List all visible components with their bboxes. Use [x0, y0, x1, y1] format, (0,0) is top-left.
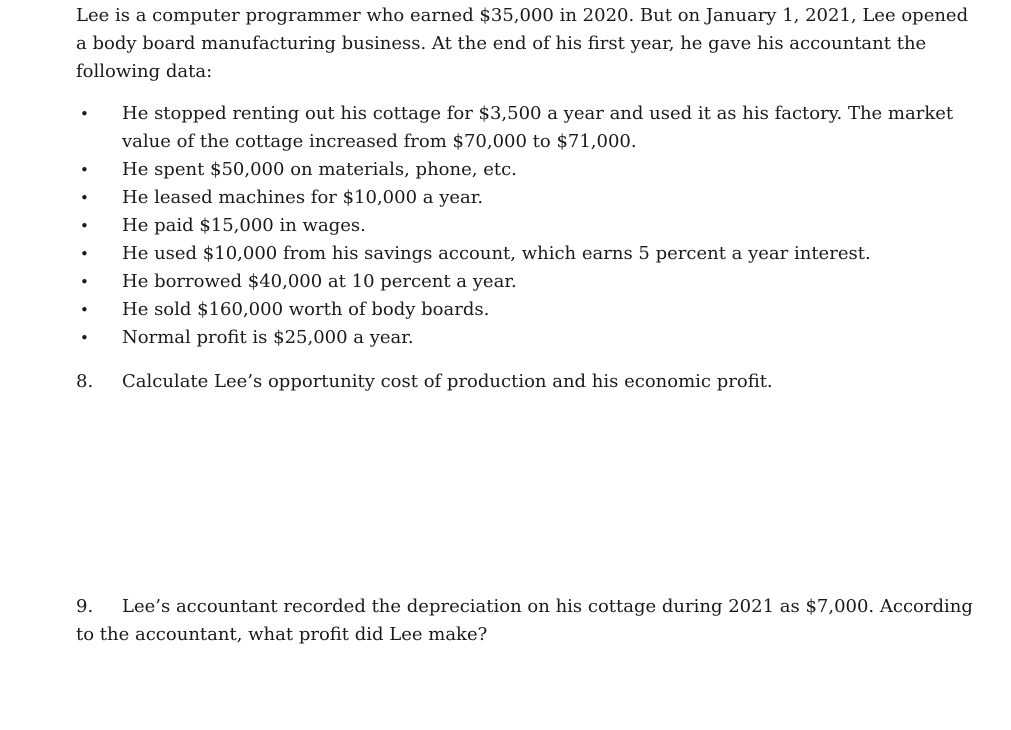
list-item [0, 156, 982, 184]
data-bullet-list [0, 100, 1011, 352]
bullet-text: He spent $50,000 on materials, phone, etc. [122, 159, 517, 180]
bullet-icon: • [80, 217, 89, 235]
question-number: 8. [76, 371, 94, 392]
list-item [0, 240, 982, 268]
question-number: 9. [76, 596, 94, 617]
bullet-icon: • [80, 105, 89, 123]
bullet-text: He used $10,000 from his savings account, which earns 5 percent a year interest. [122, 243, 871, 264]
question-text: Lee’s accountant recorded the depreciation on his cottage during 2021 as $7,000. According to the accountant, what profit did Lee make? [76, 596, 973, 645]
question-9 [76, 593, 981, 649]
list-item [0, 100, 982, 156]
list-item [0, 324, 982, 352]
bullet-icon: • [80, 329, 89, 347]
bullet-icon: • [80, 245, 89, 263]
bullet-text: Normal profit is $25,000 a year. [122, 327, 414, 348]
list-item [0, 296, 982, 324]
bullet-text: He leased machines for $10,000 a year. [122, 187, 484, 208]
list-item [0, 212, 982, 240]
bullet-text: He borrowed $40,000 at 10 percent a year. [122, 271, 517, 292]
list-item [0, 268, 982, 296]
question-8 [76, 368, 981, 396]
bullet-icon: • [80, 273, 89, 291]
question-text: Calculate Lee’s opportunity cost of production and his economic profit. [122, 371, 773, 392]
bullet-icon: • [80, 189, 89, 207]
bullet-icon: • [80, 161, 89, 179]
bullet-text: He paid $15,000 in wages. [122, 215, 366, 236]
bullet-text: He stopped renting out his cottage for $3,500 a year and used it as his factory. The market value of the cottage increased from $70,000 to $71,000. [122, 103, 954, 152]
intro-paragraph: Lee is a computer programmer who earned $35,000 in 2020. But on January 1, 2021, Lee opened a body board manufacturing business. At the end of his first year, he gave his accountant the following data: [76, 5, 969, 82]
bullet-icon: • [80, 301, 89, 319]
bullet-text: He sold $160,000 worth of body boards. [122, 299, 490, 320]
list-item [0, 184, 982, 212]
